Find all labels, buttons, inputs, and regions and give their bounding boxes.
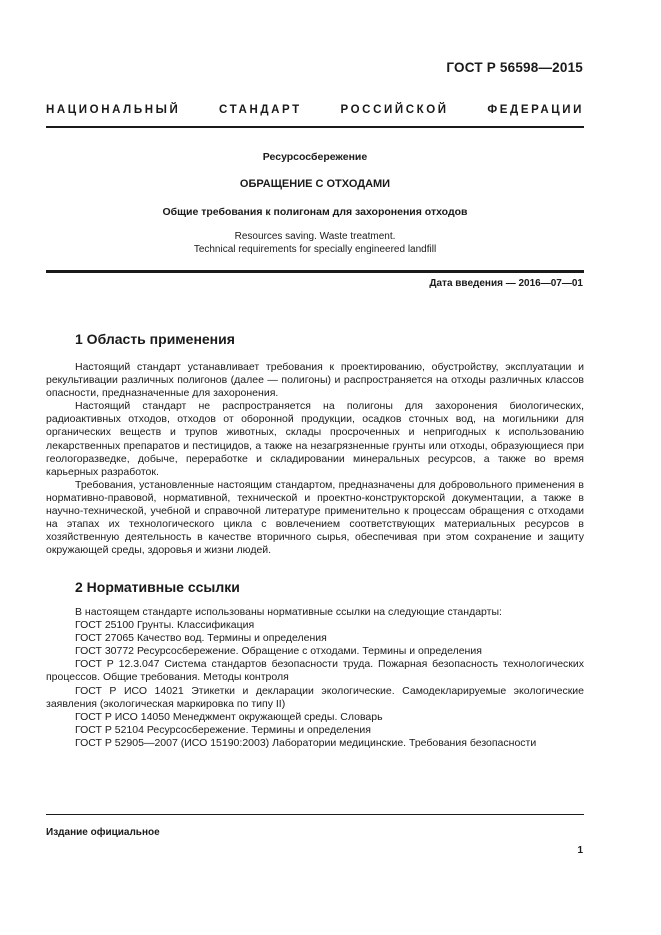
reference-item: ГОСТ Р ИСО 14050 Менеджмент окружающей среды. Словарь: [75, 710, 383, 723]
reference-item: ГОСТ Р 52905—2007 (ИСО 15190:2003) Лаборатории медицинские. Требования безопасности: [75, 736, 537, 749]
reference-item: ГОСТ Р ИСО 14021 Этикетки и декларации экологические. Самодекларируемые экологические заявления (экологическая маркировка по типу II): [46, 684, 584, 710]
standard-title: ОБРАЩЕНИЕ С ОТХОДАМИ: [239, 178, 391, 190]
reference-item: ГОСТ 27065 Качество вод. Термины и определения: [75, 632, 327, 645]
reference-item: ГОСТ Р 52104 Ресурсосбережение. Термины и определения: [75, 723, 371, 736]
reference-item: ГОСТ 30772 Ресурсосбережение. Обращение с отходами. Термины и определения: [75, 645, 482, 658]
reference-item: ГОСТ 25100 Грунты. Классификация: [75, 619, 255, 632]
edition-label: Издание официальное: [46, 827, 160, 838]
section-2-body: [46, 606, 584, 750]
standard-subtitle: Общие требования к полигонам для захоронения отходов: [162, 206, 468, 218]
title-block-divider: [46, 270, 584, 273]
section-1-heading: 1 Область применения: [75, 331, 235, 347]
national-standard-banner: НАЦИОНАЛЬНЫЙ СТАНДАРТ РОССИЙСКОЙ ФЕДЕРАЦИИ: [46, 104, 584, 116]
standard-topic: Ресурсосбережение: [262, 151, 368, 163]
section-2-heading: 2 Нормативные ссылки: [75, 579, 240, 595]
page-number: 1: [577, 845, 583, 856]
references-intro: В настоящем стандарте использованы нормативные ссылки на следующие стандарты:: [75, 606, 502, 618]
section-1-body: [46, 361, 584, 557]
document-code: ГОСТ Р 56598—2015: [446, 60, 583, 75]
english-title-line-1: Resources saving. Waste treatment.: [234, 231, 396, 242]
introduction-date: Дата введения — 2016—07—01: [429, 278, 583, 289]
section-1-paragraph: Настоящий стандарт устанавливает требования к проектированию, обустройству, эксплуатации и рекультивации различных полигонов (далее — полигоны) и распространяется на отходы различных классов опасности, предназначенные для захоронения.: [46, 361, 584, 400]
top-divider: [46, 126, 584, 128]
english-title-line-2: Technical requirements for specially engineered landfill: [193, 244, 437, 255]
reference-item: ГОСТ Р 12.3.047 Система стандартов безопасности труда. Пожарная безопасность технологических процессов. Общие требования. Методы контроля: [46, 658, 584, 684]
footer-divider: [46, 814, 584, 815]
section-1-paragraph: Требования, установленные настоящим стандартом, предназначены для добровольного применения в нормативно-правовой, нормативной, технической и проектно-конструкторской документации, а также в научно-технической, учебной и справочной литературе применительно к процессам обращения с отходами на этапах их технологического цикла с вовлечением соответствующих материальных ресурсов в хозяйственную деятельность в качестве вторичного сырья, обеспечивая при этом сохранение и защиту окружающей среды, здоровья и жизни людей.: [46, 478, 584, 557]
section-1-paragraph: Настоящий стандарт не распространяется на полигоны для захоронения биологических, радиоактивных отходов, отходов от оборонной продукции, осадков сточных вод, на могильники для органических веществ и трупов животных, склады просроченных и непригодных к использованию лекарственных препаратов и пестицидов, а также на незагрязненные грунты или отходы, образующиеся при геологоразведке, добыче, переработке и складировании минеральных ресурсов, а также во время карьерных разработок.: [46, 400, 584, 478]
